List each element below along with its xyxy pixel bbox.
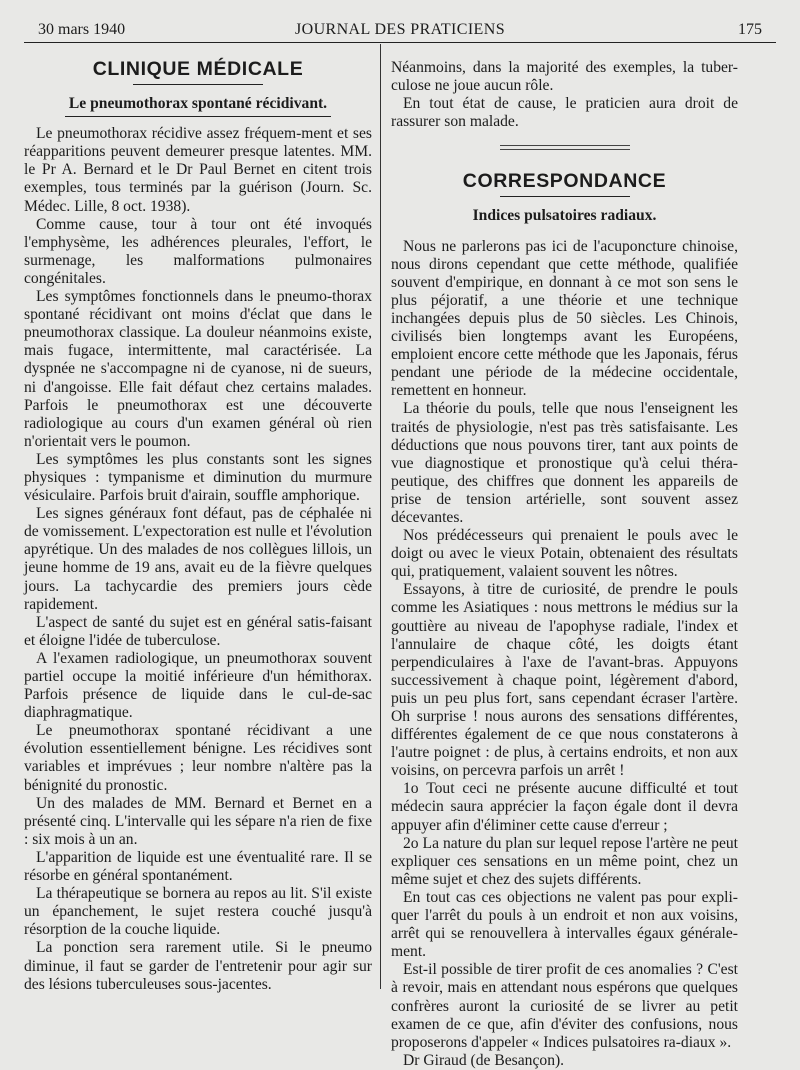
paragraph: A l'examen radiologique, un pneumothorax souvent partiel occupe la moitié inférieure d'un hémithorax. Parfois présence de liquide dans le cul-de-sac diaphragmatique. — [24, 649, 372, 722]
paragraph: L'apparition de liquide est une éventualité rare. Il se résorbe en général spontanément. — [24, 848, 372, 885]
paragraph: Les signes généraux font défaut, pas de céphalée ni de vomissement. L'expectoration est nulle et l'évolution apyrétique. Un des malades de nos collègues lillois, un jeune homme de 19 ans, avait eu de la fièvre quelques jours. La tachycardie des premiers jours cède rapidement. — [24, 505, 372, 613]
article-title-text: Le pneumothorax spontané récidivant. — [65, 95, 331, 117]
paragraph: Le pneumothorax spontané récidivant a une évolution essentiellement bénigne. Les récidives sont variables et imprévues ; leur nombre n'altère pas la bénignité du pronostic. — [24, 722, 372, 794]
author-signature: Dr Giraud (de Besançon). — [403, 1051, 565, 1069]
paragraph: Est-il possible de tirer profit de ces anomalies ? C'est à revoir, mais en attendant nous espérons que quelques confrères auront la curiosité de se livrer au petit examen de ce que, afin d'éviter des confusions, nous proposerons d'appeler « Indices pulsatoires ra-diaux ». — [391, 961, 738, 1051]
article-title-pneumothorax — [24, 95, 372, 113]
title-rule — [133, 84, 263, 85]
paragraph: La théorie du pouls, telle que nous l'enseignent les traités de physiologie, n'est pas très satisfaisante. Les déductions que nous pouvons tirer, tant aux points de vue diagnostique et pronostique qu'à celui théra-peutique, des chiffres que donnent les appareils de prise de tension artérielle, sont souvent assez décevantes. — [391, 400, 738, 526]
page-header — [24, 20, 776, 43]
paragraph: Les symptômes fonctionnels dans le pneumo-thorax spontané récidivant ont moins d'éclat que dans le pneumothorax classique. La douleur néanmoins existe, mais fugace, intermittente, mal caractérisée. La dyspnée ne s'accompagne ni de cyanose, ni de sueurs, ni d'angoisse. Elle fait défaut chez certains malades. Parfois le pneumothorax est une découverte radiologique au cours d'un examen général où rien n'orientait vers le poumon. — [24, 288, 372, 450]
paragraph: La ponction sera rarement utile. Si le pneumo diminue, il faut se garder de l'entretenir pour agir sur des lésions tuberculeuses sous-jacentes. — [24, 939, 372, 993]
paragraph: Nos prédécesseurs qui prenaient le pouls avec le doigt ou avec le vieux Potain, obtenaient des résultats qui, pratiquement, valaient souvent les nôtres. — [391, 527, 738, 581]
paragraph: La thérapeutique se bornera au repos au lit. S'il existe un épanchement, le sujet restera couché jusqu'à résorption de la couche liquide. — [24, 885, 372, 939]
paragraph: L'aspect de santé du sujet est en général satis-faisant et éloigne l'idée de tuberculose. — [24, 613, 372, 649]
paragraph: Nous ne parlerons pas ici de l'acuponcture chinoise, nous dirons cependant que cette méthode, qualifiée souvent d'empirique, en donnant à ce mot son sens le plus péjoratif, a une théorie et une technique inchangées depuis plus de 50 siècles. Les Chinois, civilisés bien longtemps avant les Européens, emploient encore cette méthode que les Japonais, férus pendant une période de la médecine occidentale, remettent en honneur. — [391, 237, 738, 400]
paragraph: Les symptômes les plus constants sont les signes physiques : tympanisme et diminution du murmure vésiculaire. Parfois bruit d'airain, souffle amphorique. — [24, 450, 372, 505]
right-column — [391, 59, 738, 1070]
section-title-clinique: CLINIQUE MÉDICALE — [92, 58, 304, 80]
paragraph: Le pneumothorax récidive assez fréquem-ment et ses réapparitions peuvent demeurer presque latentes. MM. le Pr A. Bernard et le Dr Paul Bernet en citent trois exemples, tous terminés par la guérison (Journ. Sc. Médec. Lille, 8 oct. 1938). — [24, 125, 372, 215]
paragraph: En tout cas ces objections ne valent pas pour expli-quer l'arrêt du pouls à un endroit et non aux voisins, arrêt qui se renouvellera à intervalles égaux générale-ment. — [391, 888, 738, 961]
paragraph: Un des malades de MM. Bernard et Bernet en a présenté cinq. L'intervalle qui les sépare n'a rien de fixe : six mois à un an. — [24, 794, 372, 848]
journal-name: JOURNAL DES PRATICIENS — [294, 21, 505, 38]
article-title-indices: Indices pulsatoires radiaux. — [472, 207, 657, 225]
paragraph: Comme cause, tour à tour ont été invoqués l'emphysème, les adhérences pleurales, l'effort, le surmenage, les malformations pulmonaires congénitales. — [24, 215, 372, 287]
title-rule — [500, 196, 630, 197]
paragraph: 2o La nature du plan sur lequel repose l'artère ne peut expliquer ces sensations en un même point, chez un même sujet et chez des sujets différents. — [391, 834, 738, 888]
issue-date: 30 mars 1940 — [38, 21, 126, 38]
page-number: 175 — [738, 21, 762, 38]
paragraph: En tout état de cause, le praticien aura droit de rassurer son malade. — [391, 95, 738, 131]
column-divider — [380, 44, 381, 989]
section-separator — [500, 145, 630, 150]
left-column — [24, 60, 372, 994]
paragraph: 1o Tout ceci ne présente aucune difficulté et tout médecin saura apprécier la façon égale dont il devra appuyer afin d'éliminer cette cause d'erreur ; — [391, 780, 738, 834]
paragraph: Essayons, à titre de curiosité, de prendre le pouls comme les Asiatiques : nous mettrons le médius sur la gouttière au niveau de l'apophyse radiale, l'index et l'annulaire de chaque côté, les doigts étant perpendiculaires à l'axe de l'avant-bras. Appuyons successivement à chaque point, légèrement d'abord, puis un peu plus fort, sans cependant écraser l'artère. Oh surprise ! nous aurons des sensations différentes, différentes également de ce que nous constaterons à l'autre poignet : de plus, à certains endroits, et non aux voisins, on percevra parfois un arrêt ! — [391, 581, 738, 780]
paragraph: Néanmoins, dans la majorité des exemples, la tuber-culose ne joue aucun rôle. — [391, 59, 738, 95]
section-title-correspondance: CORRESPONDANCE — [462, 170, 667, 193]
